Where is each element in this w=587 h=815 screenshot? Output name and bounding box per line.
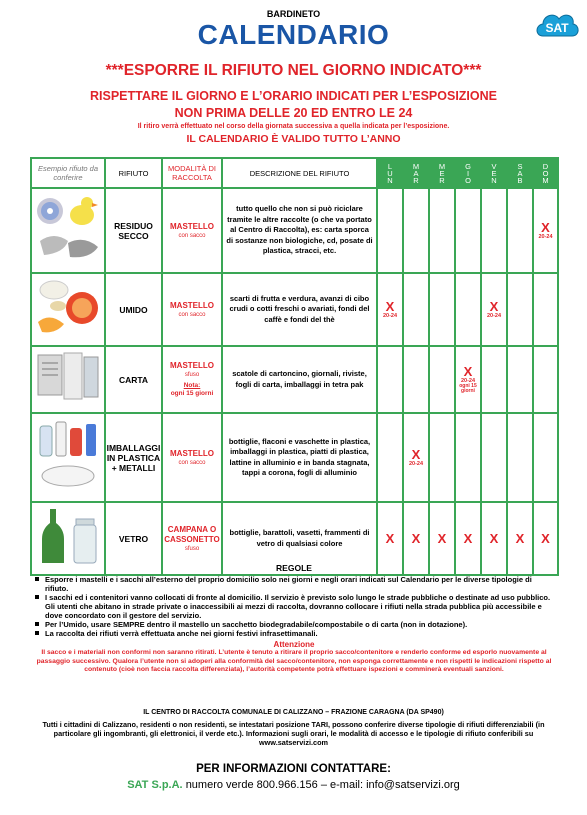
row-modalita: MASTELLO sfuso Nota: ogni 15 giorni — [162, 346, 222, 413]
row-desc: scarti di frutta e verdura, avanzi di cibo crudi o cotti freschi o avariati, fondi del caffè e fondi del thè — [222, 273, 377, 346]
centro-title: IL CENTRO DI RACCOLTA COMUNALE DI CALIZZANO – FRAZIONE CARAGNA (DA SP490) — [143, 709, 444, 716]
collection-note: Il ritiro verrà effettuato nel corso della giornata successiva a quella indicata per l’esposizione. — [137, 123, 450, 130]
header-descrizione: DESCRIZIONE DEL RIFIUTO — [222, 158, 377, 188]
page-title: CALENDARIO — [197, 19, 390, 50]
town-name: BARDINETO — [266, 9, 321, 19]
row-modalita: CAMPANA O CASSONETTO sfuso — [162, 502, 222, 575]
header-esempio: Esempio rifiuto da conferire — [31, 158, 105, 188]
table-row — [31, 413, 558, 502]
row-desc: scatole di cartoncino, giornali, riviste, fogli di carta, imballaggi in tetra pak — [222, 346, 377, 413]
row-name: CARTA — [105, 346, 162, 413]
rule-item: Esporre i mastelli e i sacchi all’esterno del proprio domicilio solo nei giorni e negli orari indicati sul Calendario per le diverse tipologie di rifiuto. — [35, 575, 553, 593]
day-cell: X — [533, 502, 558, 575]
day-cell: X — [481, 502, 507, 575]
row-desc: bottiglie, barattoli, vasetti, frammenti di vetro di qualsiasi colore — [222, 502, 377, 575]
row-name: RESIDUO SECCO — [105, 188, 162, 273]
day-cell — [377, 188, 403, 273]
centro-text: Tutti i cittadini di Calizzano, residenti o non residenti, se intestatari posizione TARI, possono conferire diverse tipologie di rifiuti differenziabili (in particolare gli ingombranti, gli elettronici, il verde etc.). Informazioni sugli orari, le modalità di accesso e le tipologie di rifiuto conferibili su www.satservizi.com — [42, 720, 545, 747]
day-header-mar: M A R — [403, 158, 429, 188]
day-cell — [377, 413, 403, 502]
row-desc: bottiglie, flaconi e vaschette in plastica, imballaggi in plastica, piatti di plastica, lattine in alluminio e in banda stagnata, tappi a corona, fogli di alluminio — [222, 413, 377, 502]
day-cell — [533, 273, 558, 346]
day-header-dom: D O M — [533, 158, 558, 188]
day-header-sab: S A B — [507, 158, 533, 188]
attention-text: Il sacco e i materiali non conformi non saranno ritirati. L’utente è tenuto a ritirare il proprio sacco/contenitore e renderlo conforme ed esporlo nuovamente al passaggio successivo. Qualora l’utente non si adoperi alla conformità del sacco/contenitore, non esponga correttamente e non rispetti le indicazioni rispetto al contenuto (cioè non faccia raccolta differenziata), l’autorità competente potrà effettuare ispezioni e comminerà eventuali sanzioni. — [36, 649, 552, 673]
valid-all-year: IL CALENDARIO È VALIDO TUTTO L’ANNO — [186, 133, 401, 145]
row-name: IMBALLAGGI IN PLASTICA + METALLI — [105, 413, 162, 502]
table-row — [31, 188, 558, 273]
day-cell: X 20-24 — [403, 413, 429, 502]
umido-image — [31, 273, 105, 346]
headline: ***ESPORRE IL RIFIUTO NEL GIORNO INDICATO*** — [105, 62, 482, 79]
company-name: SAT S.p.A. — [127, 779, 183, 791]
day-header-ven: V E N — [481, 158, 507, 188]
day-cell — [507, 273, 533, 346]
day-cell: X 20-24 — [377, 273, 403, 346]
info-heading: PER INFORMAZIONI CONTATTARE: — [196, 763, 391, 775]
table-row — [31, 346, 558, 413]
table-header-row — [31, 158, 558, 188]
table-row — [31, 273, 558, 346]
day-cell — [481, 346, 507, 413]
day-cell — [429, 413, 455, 502]
day-cell — [533, 346, 558, 413]
row-modalita: MASTELLO con sacco — [162, 273, 222, 346]
carta-image — [31, 346, 105, 413]
day-cell — [533, 413, 558, 502]
sat-logo — [533, 6, 581, 44]
rules-title: REGOLE — [276, 563, 312, 573]
day-cell — [481, 188, 507, 273]
row-name: UMIDO — [105, 273, 162, 346]
imballaggi-image — [31, 413, 105, 502]
attention-title: Attenzione — [273, 640, 315, 649]
day-cell — [455, 273, 481, 346]
day-cell — [481, 413, 507, 502]
rule-item: Per l’Umido, usare SEMPRE dentro il mastello un sacchetto biodegradabile/compostabile o di carta (non in dotazione). — [35, 620, 553, 629]
row-desc: tutto quello che non si può riciclare tramite le altre raccolte (o che va portato al Centro di Raccolta), es: carta sporca di sostanze non biologiche, cd, posate di plastica, stracci, etc. — [222, 188, 377, 273]
day-cell: X — [377, 502, 403, 575]
day-cell: X — [429, 502, 455, 575]
day-cell — [507, 346, 533, 413]
header-rifiuto: RIFIUTO — [105, 158, 162, 188]
day-cell: X 20-24 — [481, 273, 507, 346]
subheadline-2: NON PRIMA DELLE 20 ED ENTRO LE 24 — [174, 106, 413, 120]
day-cell — [377, 346, 403, 413]
row-name: VETRO — [105, 502, 162, 575]
day-cell — [429, 188, 455, 273]
day-cell — [403, 273, 429, 346]
day-header-lun: L U N — [377, 158, 403, 188]
row-modalita: MASTELLO con sacco — [162, 413, 222, 502]
day-header-gio: G I O — [455, 158, 481, 188]
contact-details: numero verde 800.966.156 – e-mail: info@satservizi.org — [185, 779, 460, 791]
residuo-secco-image — [31, 188, 105, 273]
subheadline-1: RISPETTARE IL GIORNO E L’ORARIO INDICATI PER L’ESPOSIZIONE — [90, 89, 497, 103]
rules-section — [35, 563, 553, 675]
rules-list — [35, 575, 553, 638]
day-cell: X — [455, 502, 481, 575]
day-cell: X — [403, 502, 429, 575]
day-cell — [507, 188, 533, 273]
day-cell — [403, 188, 429, 273]
day-cell — [429, 273, 455, 346]
row-modalita: MASTELLO con sacco — [162, 188, 222, 273]
day-cell — [507, 413, 533, 502]
logo-text: SAT — [545, 21, 569, 35]
day-cell: X 20-24 — [533, 188, 558, 273]
day-cell — [455, 413, 481, 502]
rule-item: La raccolta dei rifiuti verrà effettuata anche nei giorni festivi infrasettimanali. — [35, 629, 553, 638]
day-cell: X 20-24 ogni 15 giorni — [455, 346, 481, 413]
day-header-mer: M E R — [429, 158, 455, 188]
day-cell — [429, 346, 455, 413]
calendar-table — [30, 157, 559, 576]
day-cell — [455, 188, 481, 273]
rule-item: I sacchi ed i contenitori vanno collocati di fronte al domicilio. Il servizio è previsto solo lungo le strade pubbliche o destinate ad uso pubblico. Gli utenti che abitano in strade private o inaccessibili ai mezzi di raccolta, dovranno collocare i rifiuti nella strada pubblica più accessibile e dove concordato con il gestore del servizio. — [35, 593, 553, 620]
contact-line — [0, 779, 587, 791]
day-cell: X — [507, 502, 533, 575]
day-cell — [403, 346, 429, 413]
header-modalita: MODALITÀ DI RACCOLTA — [162, 158, 222, 188]
